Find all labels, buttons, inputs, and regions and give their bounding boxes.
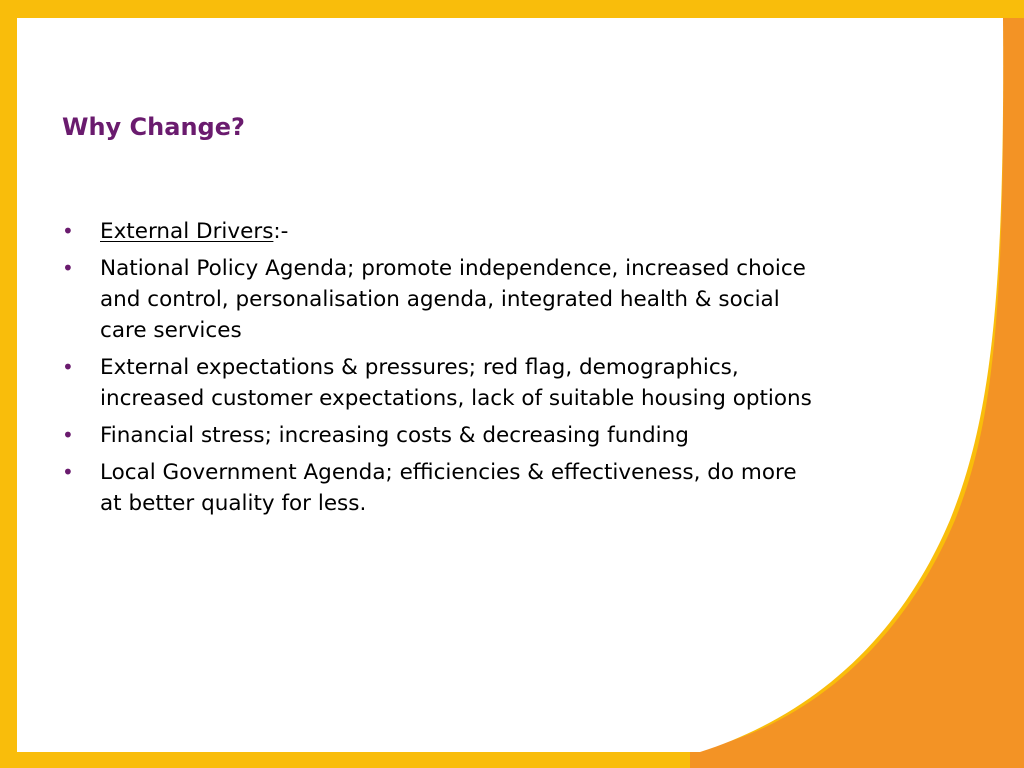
bullet-text: Local Government Agenda; efficiencies & effectiveness, do more at better quality for less.: [100, 460, 797, 516]
bullet-item-external-drivers: [62, 216, 822, 247]
bullet-dot-icon: •: [62, 256, 74, 280]
bullet-item-financial-stress: [62, 420, 822, 451]
bullet-text: Financial stress; increasing costs & decreasing funding: [100, 423, 689, 448]
bullet-item-local-government: [62, 457, 822, 519]
bullet-text: National Policy Agenda; promote independence, increased choice and control, personalisation agenda, integrated health & social care services: [100, 256, 806, 343]
bullet-dot-icon: •: [62, 423, 74, 447]
bullet-list: [62, 216, 822, 525]
external-drivers-suffix: :-: [273, 219, 289, 244]
bullet-text: External expectations & pressures; red flag, demographics, increased customer expectations, lack of suitable housing options: [100, 355, 812, 411]
bullet-dot-icon: •: [62, 460, 74, 484]
bullet-item-external-expectations: [62, 352, 822, 414]
slide-title: Why Change?: [62, 113, 245, 141]
bullet-dot-icon: •: [62, 355, 74, 379]
external-drivers-heading: External Drivers: [100, 219, 274, 244]
bullet-item-national-policy: [62, 253, 822, 346]
bullet-dot-icon: •: [62, 219, 74, 243]
